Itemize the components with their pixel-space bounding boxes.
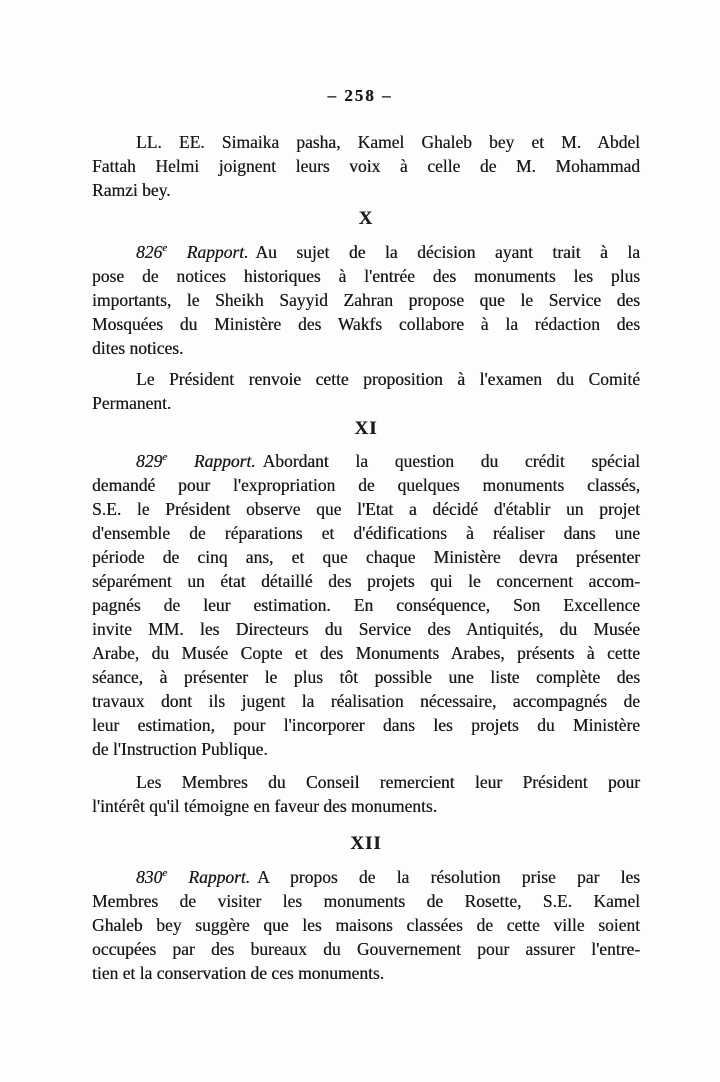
text-line: l'intérêt qu'il témoigne en faveur des monuments.: [92, 796, 438, 816]
text-line: invite MM. les Directeurs du Service des Antiquités, du Musée: [92, 619, 640, 639]
text-line: A propos de la résolution prise par les: [257, 867, 640, 887]
text-line: Ghaleb bey suggère que les maisons classées de cette ville soient: [92, 915, 640, 935]
page-number: – 258 –: [327, 86, 393, 105]
text-line: leur estimation, pour l'incorporer dans les projets du Ministère: [92, 715, 640, 735]
report-label: Rapport.: [167, 242, 249, 262]
text-line: d'ensemble de réparations et d'édifications à réaliser dans une: [92, 523, 640, 543]
paragraph-membres: [92, 770, 640, 818]
text-line: travaux dont ils jugent la réalisation nécessaire, accompagnés de: [92, 691, 640, 711]
text-line: période de cinq ans, et que chaque Ministère devra présenter: [92, 547, 640, 567]
text-line: pose de notices historiques à l'entrée des monuments les plus: [92, 266, 640, 286]
report-ordinal: e: [162, 451, 168, 464]
report-ordinal: e: [162, 867, 168, 880]
paragraph-president: [92, 367, 640, 415]
text-line: de l'Instruction Publique.: [92, 739, 268, 759]
report-lead-line: [92, 449, 640, 473]
section-heading-x: X: [358, 208, 374, 229]
text-line: Au sujet de la décision ayant trait à la: [255, 242, 640, 262]
text-line: séance, à présenter le plus tôt possible une liste complète des: [92, 667, 640, 687]
paragraph-report-830: [92, 865, 640, 985]
report-label: Rapport.: [167, 867, 251, 887]
report-number: 829: [136, 451, 163, 471]
report-label: Rapport.: [167, 451, 256, 471]
page-body: [92, 130, 640, 985]
text-line: Le Président renvoie cette proposition à l'examen du Comité: [136, 369, 640, 389]
report-number: 830: [136, 867, 163, 887]
section-heading-xi: XI: [354, 418, 378, 439]
section-heading-xii: XII: [350, 833, 382, 854]
report-number: 826: [136, 242, 163, 262]
text-line: importants, le Sheikh Sayyid Zahran propose que le Service des: [92, 290, 640, 310]
text-line: dites notices.: [92, 338, 184, 358]
text-line: LL. EE. Simaika pasha, Kamel Ghaleb bey et M. Abdel: [136, 132, 640, 152]
paragraph-report-829: [92, 449, 640, 761]
text-line: pagnés de leur estimation. En conséquence, Son Excellence: [92, 595, 640, 615]
text-line: occupées par des bureaux du Gouvernement pour assurer l'entre-: [92, 939, 640, 959]
text-line: Mosquées du Ministère des Wakfs collabore à la rédaction des: [92, 314, 640, 334]
text-line: S.E. le Président observe que l'Etat a décidé d'établir un projet: [92, 499, 640, 519]
text-line: Arabe, du Musée Copte et des Monuments Arabes, présents à cette: [92, 643, 640, 663]
paragraph-report-826: [92, 240, 640, 360]
report-lead-line: [92, 240, 640, 264]
text-line: demandé pour l'expropriation de quelques monuments classés,: [92, 475, 640, 495]
report-lead-line: [92, 865, 640, 889]
text-line: Fattah Helmi joignent leurs voix à celle de M. Mohammad: [92, 156, 640, 176]
text-line: Les Membres du Conseil remercient leur Président pour: [136, 772, 640, 792]
text-line: Permanent.: [92, 393, 172, 413]
text-line: Membres de visiter les monuments de Rosette, S.E. Kamel: [92, 891, 640, 911]
paragraph-intro: [92, 130, 640, 202]
text-line: Ramzi bey.: [92, 180, 171, 200]
text-line: Abordant la question du crédit spécial: [262, 451, 640, 471]
report-ordinal: e: [162, 242, 168, 255]
text-line: tien et la conservation de ces monuments.: [92, 963, 385, 983]
text-line: séparément un état détaillé des projets qui le concernent accom-: [92, 571, 640, 591]
